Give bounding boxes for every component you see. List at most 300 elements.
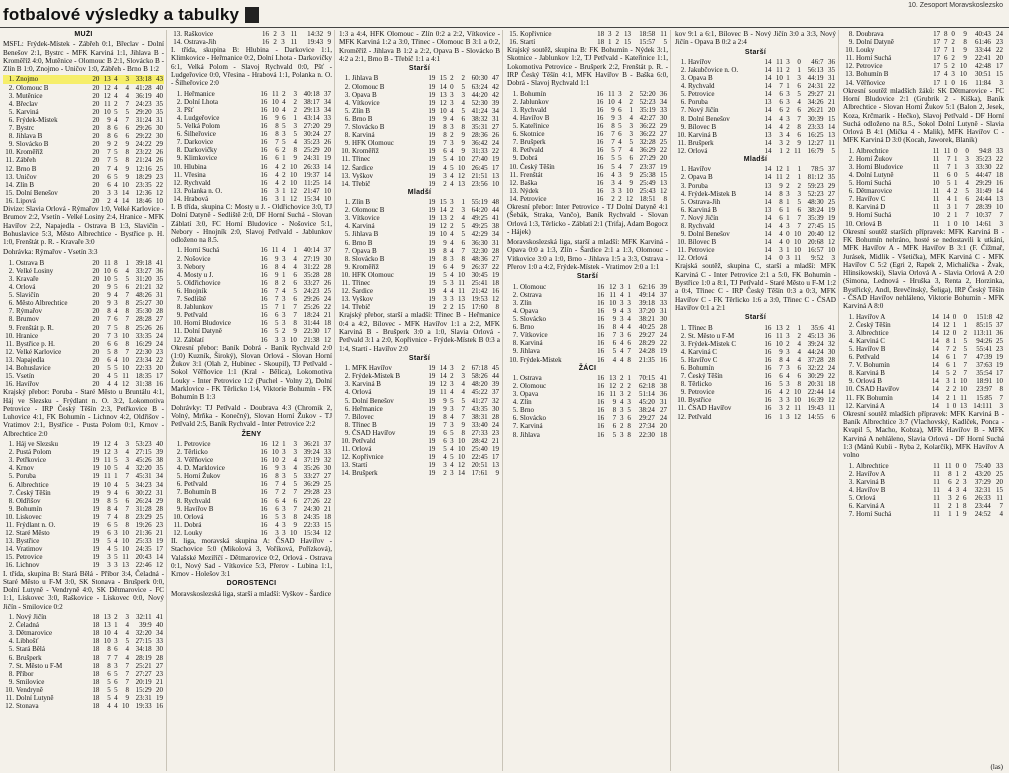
- stat-cell: 3: [618, 89, 622, 98]
- stat-cell: 16: [597, 315, 605, 324]
- rank-cell: 4.: [344, 98, 350, 107]
- stat-cell: 2: [450, 303, 454, 312]
- stat-cell: 2: [946, 393, 950, 402]
- rank-cell: 5.: [848, 179, 854, 188]
- team-cell: Ostrava: [520, 290, 542, 299]
- stat-cell: 3: [461, 206, 465, 215]
- stat-cell: 19: [428, 469, 436, 478]
- stat-cell: 16:25: [807, 130, 824, 139]
- stat-cell: 7: [461, 246, 465, 255]
- stat-cell: 5: [946, 369, 950, 378]
- stat-cell: 20: [92, 140, 100, 149]
- stat-cell: 26:33: [303, 162, 320, 171]
- stat-cell: 16: [260, 97, 268, 106]
- stat-cell: 30: [660, 315, 667, 324]
- stat-cell: 10: [122, 355, 129, 364]
- stat-cell: 0: [965, 146, 969, 155]
- table-row: [675, 165, 836, 173]
- rank-cell: 12.: [845, 401, 854, 410]
- stat-cell: 8: [275, 130, 279, 139]
- stat-cell: 40:18: [303, 89, 320, 98]
- table-row: [3, 267, 164, 275]
- stat-cell: 6: [779, 372, 783, 381]
- rank-cell: 10.: [5, 331, 14, 340]
- team-cell: Frýdek-Místek B: [688, 189, 737, 198]
- team-cell: Dolní Datyně: [184, 327, 222, 336]
- table-row: [339, 239, 500, 247]
- stat-cell: 1: [629, 105, 633, 114]
- stat-cell: 20: [92, 299, 100, 308]
- stat-cell: 3: [114, 331, 118, 340]
- stat-cell: 6: [461, 114, 465, 123]
- stat-cell: 9: [107, 299, 111, 308]
- team-cell: Albrechtice: [856, 146, 889, 155]
- rank-cell: 1.: [176, 89, 182, 98]
- stat-cell: 3: [107, 188, 111, 197]
- stat-cell: 11: [932, 171, 940, 180]
- stat-cell: 10: [290, 178, 297, 187]
- rank-cell: 1.: [848, 461, 854, 470]
- team-cell: Nový Jičín: [688, 106, 719, 115]
- stat-cell: 24: [324, 295, 331, 304]
- stat-cell: 36: [996, 328, 1003, 337]
- stat-cell: 9: [107, 291, 111, 300]
- stat-cell: 20: [996, 477, 1003, 486]
- stat-cell: 7: [275, 295, 279, 304]
- stat-cell: 8: [663, 194, 667, 203]
- team-cell: Rychvald: [688, 221, 715, 230]
- team-cell: Petrovice: [688, 90, 715, 99]
- stat-cell: 3: [282, 528, 286, 537]
- rank-cell: 9.: [8, 323, 14, 332]
- stat-cell: 9: [107, 140, 111, 149]
- stat-cell: 1: [786, 165, 790, 174]
- rank-cell: 16.: [5, 380, 14, 389]
- stat-cell: 5: [114, 274, 118, 283]
- section-heading: ŽENY: [241, 430, 262, 438]
- stat-cell: 33: [660, 105, 667, 114]
- table-row: [3, 84, 164, 92]
- stat-cell: 20: [324, 146, 331, 155]
- rank-cell: 7.: [512, 422, 518, 431]
- stat-cell: 0: [786, 230, 790, 239]
- stat-cell: 4: [611, 170, 615, 179]
- stat-cell: 16: [597, 381, 605, 390]
- stat-cell: 33: [156, 637, 163, 646]
- team-cell: Třinec B: [352, 420, 377, 429]
- table-row: [3, 116, 164, 124]
- stat-cell: 34: [156, 480, 163, 489]
- table-row: [339, 99, 500, 107]
- stat-cell: 12: [828, 396, 835, 405]
- stat-cell: 20: [92, 339, 100, 348]
- stat-cell: 16: [597, 373, 605, 382]
- rank-cell: 8.: [680, 380, 686, 389]
- rank-cell: 7.: [8, 307, 14, 316]
- stat-cell: 8: [495, 303, 499, 312]
- stat-cell: 33: [660, 298, 667, 307]
- stat-cell: 85:15: [976, 320, 993, 329]
- team-cell: Krnov: [16, 464, 34, 473]
- stat-cell: 16: [596, 105, 604, 114]
- team-cell: Opava B: [688, 74, 713, 83]
- stat-cell: 27:34: [638, 422, 655, 431]
- stat-cell: 30: [660, 113, 667, 122]
- stat-cell: 3: [282, 464, 286, 473]
- stat-cell: 7: [611, 130, 615, 139]
- stat-cell: 11: [932, 219, 940, 228]
- results-paragraph: Krajský soutěž, skupina B: FK Bohumín - Nýdek 3:1, Skotnice - Jablunkov 1:2, TJ Petřvald - Kateřinice 1:1, Lokomotiva Petrovice - Brušperk 2:2, Frenštát p. R. - IRP Český Těšín 4:1, MFK Havířov B - Baška 6:0, Dobrá - Slavoj Rychvald 1:1: [507, 46, 668, 88]
- stat-cell: 20: [92, 266, 100, 275]
- stat-cell: 15: [660, 170, 667, 179]
- stat-cell: 16: [260, 262, 268, 271]
- table-row: [843, 486, 1004, 494]
- stat-cell: 36:29: [639, 146, 656, 155]
- stat-cell: 4: [125, 653, 129, 662]
- table-row: [843, 54, 1004, 62]
- stat-cell: 39: [492, 380, 499, 389]
- stat-cell: 12: [290, 194, 297, 203]
- standings-table: [3, 75, 164, 205]
- stat-cell: 38: [156, 456, 163, 465]
- stat-cell: 15: [624, 38, 632, 47]
- stat-cell: 5: [443, 279, 447, 288]
- stat-cell: 5: [450, 396, 454, 405]
- stat-cell: 2: [947, 211, 951, 220]
- table-row: [843, 394, 1004, 402]
- stat-cell: 0: [953, 146, 958, 155]
- stat-cell: 4: [114, 196, 118, 205]
- stat-cell: 18: [92, 629, 100, 638]
- stat-cell: 1: [797, 65, 801, 74]
- table-row: [507, 30, 668, 38]
- stat-cell: 1: [282, 194, 286, 203]
- team-cell: Brušperk: [520, 138, 546, 147]
- table-row: [843, 470, 1004, 478]
- rank-cell: 6.: [512, 323, 518, 332]
- stat-cell: 10: [794, 246, 801, 255]
- stat-cell: 4: [450, 238, 454, 247]
- stat-cell: 10: [103, 464, 111, 473]
- stat-cell: 4: [114, 180, 118, 189]
- stat-cell: 6: [443, 437, 447, 446]
- stat-cell: 3: [620, 406, 624, 415]
- stat-cell: 2: [450, 131, 454, 140]
- stat-cell: 16: [596, 122, 604, 131]
- results-paragraph: MSFL: Frýdek-Místek - Zábřeh 0:1, Břeclav - Dolní Benešov 2:1, Bystrc - MFK Karviná 1:1, Jihlava B - Kroměříž 4:0, Mutěnice - Olomouc B 2:1, Slovácko B - Zlín B 1:0, Znojmo - Uničov 1:0, Zábřeh - Brno B 1:2: [3, 40, 164, 74]
- table-row: [171, 263, 332, 271]
- stat-cell: 16: [996, 179, 1003, 188]
- stat-cell: 28:36: [471, 131, 488, 140]
- stat-cell: 20: [660, 154, 667, 163]
- table-row: [843, 147, 1004, 155]
- table-row: [507, 98, 668, 106]
- stat-cell: 4: [965, 179, 969, 188]
- stat-cell: 28: [492, 246, 499, 255]
- stat-cell: 35:31: [471, 123, 488, 132]
- rank-cell: 7.: [344, 246, 350, 255]
- results-paragraph: I. B třída, skupina C: Mosty u J. - Oldřichovice 3:0, TJ Dolní Datyně - Sedliště 2:0, DF Horní Suchá - Slovan Záblatí 3:0, FC Horní Bludovice - Nošovice 5:1, Nebory - Hnojník 2:0, Slavoj Petřvald - Jablunkov odloženo na 8.5.: [171, 202, 332, 245]
- stat-cell: 12: [492, 295, 499, 304]
- team-cell: Jablunkov: [184, 303, 213, 312]
- stat-cell: 33: [324, 113, 331, 122]
- stat-cell: 4: [618, 97, 622, 106]
- stat-cell: 3: [275, 194, 279, 203]
- stat-cell: 3: [951, 70, 955, 79]
- stat-cell: 21: [492, 437, 499, 446]
- stat-cell: 27:15: [135, 448, 152, 457]
- stat-cell: 10: [996, 203, 1003, 212]
- table-row: [3, 332, 164, 340]
- table-row: [843, 70, 1004, 78]
- team-cell: Olomouc: [520, 381, 547, 390]
- stat-cell: 19: [428, 106, 436, 115]
- team-cell: Bílovec B: [688, 122, 717, 131]
- stat-cell: 4: [114, 537, 118, 546]
- standings-table: [675, 165, 836, 262]
- stat-cell: 6: [114, 315, 118, 324]
- rank-cell: 14.: [341, 303, 350, 312]
- stat-cell: 10: [324, 186, 331, 195]
- stat-cell: 6: [125, 132, 129, 141]
- rank-cell: 10.: [341, 270, 350, 279]
- stat-cell: 35:28: [303, 270, 320, 279]
- stat-cell: 36: [660, 89, 667, 98]
- stat-cell: 11: [122, 372, 129, 381]
- team-cell: Brno B: [352, 238, 373, 247]
- stat-cell: 37: [324, 89, 331, 98]
- stat-cell: 78:5: [811, 165, 824, 174]
- team-cell: Brušperk: [16, 653, 42, 662]
- stat-cell: 3: [450, 404, 454, 413]
- stat-cell: 24: [996, 30, 1003, 38]
- stat-cell: 7: [611, 138, 615, 147]
- stat-cell: 3: [281, 30, 285, 38]
- team-cell: Dolní Lutyně: [856, 171, 894, 180]
- stat-cell: 19: [828, 205, 835, 214]
- team-cell: Orlová: [352, 445, 372, 454]
- stat-cell: 5: [275, 319, 279, 328]
- stat-cell: 6: [946, 361, 950, 370]
- stat-cell: 33: [324, 447, 331, 456]
- stat-cell: 7: [612, 414, 617, 423]
- stat-cell: 32:31: [974, 485, 991, 494]
- stat-cell: 16: [596, 113, 604, 122]
- stat-cell: 49:25: [471, 222, 488, 231]
- stat-cell: 17: [996, 62, 1003, 71]
- stat-cell: 6: [627, 339, 631, 348]
- rank-cell: 4.: [848, 171, 854, 180]
- rank-cell: 13.: [173, 186, 182, 195]
- team-cell: Stonava: [16, 702, 39, 711]
- table-row: [843, 385, 1004, 393]
- stat-cell: 25:33: [135, 537, 152, 546]
- stat-cell: 31: [156, 488, 163, 497]
- stat-cell: 19: [156, 693, 163, 702]
- table-row: [675, 340, 836, 348]
- stat-cell: 44: [492, 206, 499, 215]
- table-row: [675, 90, 836, 98]
- stat-cell: 20: [92, 180, 100, 189]
- stat-cell: 8: [779, 355, 783, 364]
- stat-cell: 10: [607, 97, 615, 106]
- stat-cell: 30:51: [974, 70, 991, 79]
- team-cell: Petrovice: [688, 388, 715, 397]
- stat-cell: 4: [443, 453, 447, 462]
- stat-cell: 34:23: [135, 480, 152, 489]
- team-cell: Poruba: [688, 98, 708, 107]
- stat-cell: 19: [92, 464, 100, 473]
- stat-cell: 55:19: [471, 198, 488, 207]
- stat-cell: 16: [597, 355, 605, 364]
- rank-cell: 8.: [176, 496, 182, 505]
- stat-cell: 8: [107, 645, 111, 654]
- stat-cell: 35: [156, 274, 163, 283]
- team-cell: Horní Suchá: [856, 211, 892, 220]
- stat-cell: 9: [107, 115, 111, 124]
- stat-cell: 27:29: [639, 154, 656, 163]
- rank-cell: 6.: [848, 353, 854, 362]
- stat-cell: 16:57: [807, 246, 824, 255]
- table-row: [339, 271, 500, 279]
- stat-cell: 5: [450, 163, 454, 172]
- table-row: [507, 382, 668, 390]
- stat-cell: 3: [114, 448, 118, 457]
- rank-cell: 12.: [5, 529, 14, 538]
- stat-cell: 62:16: [638, 282, 655, 291]
- table-row: [507, 154, 668, 162]
- stat-cell: 24: [156, 339, 163, 348]
- stat-cell: 7: [293, 488, 297, 497]
- stat-cell: 38: [492, 222, 499, 231]
- team-cell: Horní Suchá: [184, 246, 220, 255]
- stat-cell: 31:28: [135, 504, 152, 513]
- table-row: [171, 195, 332, 203]
- stat-cell: 9: [629, 170, 633, 179]
- stat-cell: 19: [660, 347, 667, 356]
- team-cell: Louky: [856, 46, 875, 55]
- stat-cell: 4: [125, 629, 129, 638]
- rank-cell: 7.: [680, 372, 686, 381]
- stat-cell: 23: [996, 345, 1003, 354]
- stat-cell: 3: [618, 186, 622, 195]
- stat-cell: 3: [786, 331, 790, 340]
- table-row: [339, 206, 500, 214]
- rank-cell: 11.: [677, 138, 686, 147]
- rank-cell: 10.: [5, 148, 14, 157]
- stat-cell: 26:24: [135, 496, 152, 505]
- rank-cell: 2.: [8, 621, 14, 630]
- team-cell: Staré Město: [16, 529, 50, 538]
- stat-cell: 10: [458, 163, 465, 172]
- stat-cell: 10: [960, 377, 968, 386]
- stat-cell: 49:14: [638, 290, 655, 299]
- team-cell: Mosty u J.: [184, 270, 214, 279]
- stat-cell: 9: [612, 398, 617, 407]
- stat-cell: 6: [948, 477, 952, 486]
- stat-cell: 16: [260, 170, 268, 179]
- stat-cell: 8: [125, 148, 129, 157]
- team-cell: Polanka n. O.: [184, 186, 223, 195]
- stat-cell: 7: [125, 115, 129, 124]
- stat-cell: 4: [612, 355, 617, 364]
- standings-table: [339, 198, 500, 311]
- stat-cell: 16:79: [807, 146, 824, 155]
- rank-cell: 16.: [5, 196, 14, 205]
- rank-cell: 6.: [344, 238, 350, 247]
- stat-cell: 38: [660, 381, 667, 390]
- team-cell: Karviná B: [688, 205, 717, 214]
- stat-cell: 6: [125, 283, 129, 292]
- rank-cell: 9.: [176, 504, 182, 513]
- stat-cell: 23:44: [974, 502, 991, 511]
- stat-cell: 36:42: [471, 139, 488, 148]
- rank-cell: 1.: [344, 198, 350, 207]
- rank-cell: 2.: [512, 97, 518, 106]
- table-row: [507, 390, 668, 398]
- stat-cell: 36: [828, 57, 835, 66]
- stat-cell: 16: [764, 412, 772, 421]
- stat-cell: 3: [786, 412, 790, 421]
- stat-cell: 2: [952, 369, 957, 378]
- stat-cell: 5: [618, 154, 622, 163]
- stat-cell: 8: [125, 299, 129, 308]
- stat-cell: 3: [955, 485, 960, 494]
- stat-cell: 10: [492, 179, 499, 188]
- table-row: [843, 329, 1004, 337]
- rank-cell: 1.: [344, 364, 350, 373]
- stat-cell: 0: [952, 401, 957, 410]
- stat-cell: 13: [764, 181, 772, 190]
- standings-table: [3, 613, 164, 710]
- team-cell: Třebíč: [352, 179, 371, 188]
- stat-cell: 12: [609, 282, 617, 291]
- stat-cell: 7: [125, 99, 129, 108]
- stat-cell: 28:39: [975, 203, 992, 212]
- stat-cell: 29:27: [638, 331, 655, 340]
- stat-cell: 16: [764, 355, 772, 364]
- stat-cell: 10: [626, 186, 633, 195]
- table-row: [3, 189, 164, 197]
- stat-cell: 9: [797, 138, 801, 147]
- table-row: [507, 38, 668, 46]
- stat-cell: 10: [932, 179, 940, 188]
- team-cell: Karviná B: [352, 380, 381, 389]
- team-cell: ČSAD Havířov: [688, 404, 732, 413]
- rank-cell: 1.: [848, 146, 854, 155]
- rank-cell: 12.: [341, 287, 350, 296]
- team-cell: Dolní Benešov: [16, 188, 58, 197]
- stat-cell: 14: [458, 469, 465, 478]
- stat-cell: 1: [281, 270, 286, 279]
- rank-cell: 5.: [680, 355, 686, 364]
- stat-cell: 15: [828, 114, 835, 123]
- stat-cell: 1: [952, 353, 957, 362]
- team-cell: Rychvald: [184, 178, 211, 187]
- rank-cell: 12.: [341, 163, 350, 172]
- table-row: [3, 156, 164, 164]
- stat-cell: 24: [492, 420, 499, 429]
- table-row: [843, 30, 1004, 38]
- stat-cell: 20:31: [807, 380, 824, 389]
- stat-cell: 4: [620, 355, 624, 364]
- stat-cell: 1: [797, 173, 801, 182]
- stat-cell: 3: [275, 186, 279, 195]
- stat-cell: 13: [103, 613, 111, 622]
- stat-cell: 3: [620, 298, 624, 307]
- stat-cell: 20: [92, 196, 100, 205]
- stat-cell: 16: [596, 194, 604, 203]
